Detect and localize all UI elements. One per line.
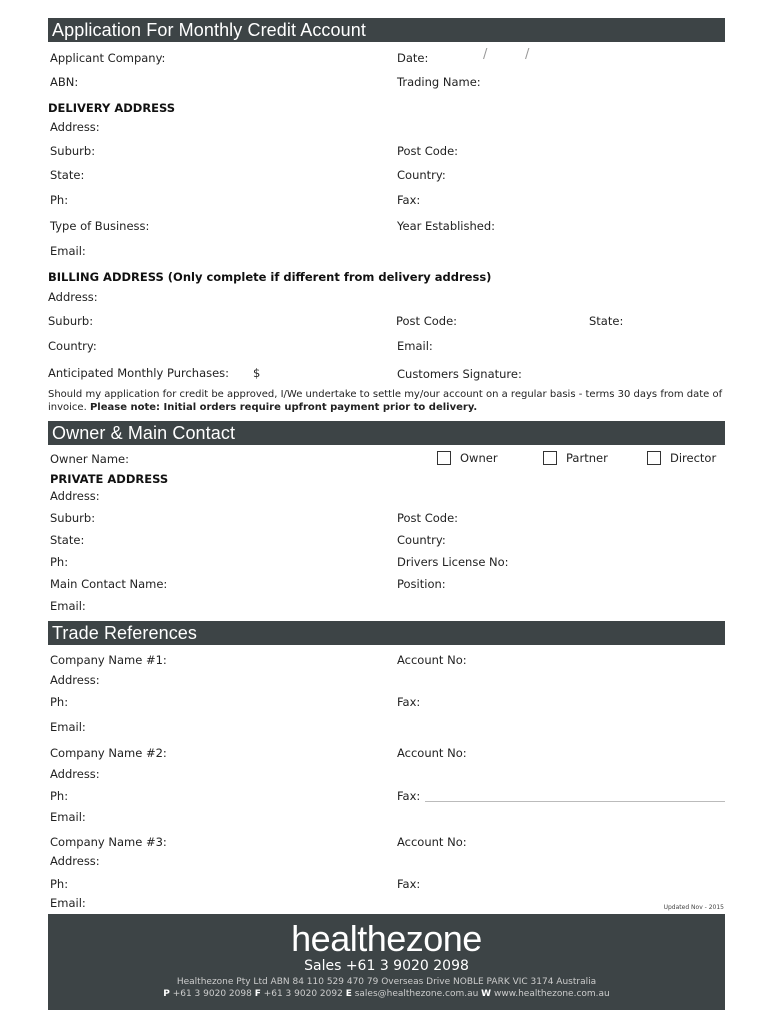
delivery-postcode-label: Post Code: [397, 144, 459, 158]
abn-label: ABN: [50, 75, 79, 89]
ref3-company-label: Company Name #3: [50, 835, 167, 849]
section-header-owner: Owner & Main Contact [48, 421, 725, 445]
phone-prefix: P [163, 989, 170, 999]
delivery-suburb-label: Suburb: [50, 144, 96, 158]
owner-name-label: Owner Name: [50, 452, 130, 466]
owner-checkbox[interactable] [437, 451, 498, 465]
delivery-ph-label: Ph: [50, 193, 69, 207]
fax-underline [425, 801, 725, 802]
footer-web: www.healthezone.com.au [491, 989, 610, 999]
private-country-label: Country: [397, 533, 446, 547]
private-suburb-label: Suburb: [50, 511, 96, 525]
ref2-company-label: Company Name #2: [50, 746, 167, 760]
fax-prefix: F [254, 989, 261, 999]
customer-signature-label: Customers Signature: [397, 367, 522, 381]
private-ph-label: Ph: [50, 555, 69, 569]
ref1-company-label: Company Name #1: [50, 653, 167, 667]
trading-name-label: Trading Name: [397, 75, 481, 89]
footer-fax: +61 3 9020 2092 [260, 989, 346, 999]
ref2-ph-label: Ph: [50, 789, 69, 803]
ref2-address-label: Address: [50, 767, 100, 781]
ref1-address-label: Address: [50, 673, 100, 687]
ref2-email-label: Email: [50, 810, 86, 824]
private-postcode-label: Post Code: [397, 511, 459, 525]
billing-country-label: Country: [48, 339, 97, 353]
partner-checkbox[interactable] [543, 451, 608, 465]
ref2-account-label: Account No: [397, 746, 467, 760]
private-address-heading: PRIVATE ADDRESS [50, 472, 169, 486]
billing-address-label: Address: [48, 290, 98, 304]
ref1-fax-label: Fax: [397, 695, 421, 709]
delivery-fax-label: Fax: [397, 193, 421, 207]
ref1-ph-label: Ph: [50, 695, 69, 709]
anticipated-purchases-label: Anticipated Monthly Purchases: [48, 366, 230, 380]
brand-logo: healthezone [291, 918, 482, 959]
email-prefix: E [345, 989, 352, 999]
delivery-country-label: Country: [397, 168, 446, 182]
contact-details [48, 989, 725, 999]
billing-state-label: State: [589, 314, 624, 328]
delivery-address-label: Address: [50, 120, 100, 134]
billing-suburb-label: Suburb: [48, 314, 94, 328]
applicant-company-label: Applicant Company: [50, 51, 166, 65]
year-established-label: Year Established: [397, 219, 496, 233]
company-details: Healthezone Pty Ltd ABN 84 110 529 470 79 Overseas Drive NOBLE PARK VIC 3174 Australia [176, 977, 597, 987]
owner-option-label: Owner [460, 451, 498, 465]
checkbox-box[interactable] [647, 451, 661, 465]
checkbox-box[interactable] [543, 451, 557, 465]
footer-phone: +61 3 9020 2098 [169, 989, 255, 999]
director-option-label: Director [670, 451, 717, 465]
ref3-ph-label: Ph: [50, 877, 69, 891]
section-header-application: Application For Monthly Credit Account [48, 18, 725, 42]
type-of-business-label: Type of Business: [50, 219, 150, 233]
ref3-fax-label: Fax: [397, 877, 421, 891]
drivers-license-label: Drivers License No: [397, 555, 509, 569]
checkbox-box[interactable] [437, 451, 451, 465]
director-checkbox[interactable] [647, 451, 716, 465]
delivery-state-label: State: [50, 168, 85, 182]
date-label: Date: [397, 51, 429, 65]
currency-symbol: $ [253, 366, 261, 380]
ref1-email-label: Email: [50, 720, 86, 734]
position-label: Position: [397, 577, 446, 591]
footer [48, 914, 725, 1010]
delivery-address-heading: DELIVERY ADDRESS [48, 101, 176, 115]
date-separator: / [525, 47, 530, 62]
billing-postcode-label: Post Code: [396, 314, 458, 328]
date-separator: / [483, 47, 488, 62]
ref3-email-label: Email: [50, 896, 86, 910]
billing-address-heading: BILLING ADDRESS (Only complete if different from delivery address) [48, 270, 492, 284]
ref2-fax-label: Fax: [397, 789, 421, 803]
ref3-account-label: Account No: [397, 835, 467, 849]
updated-note: Updated Nov - 2015 [663, 904, 724, 911]
delivery-email-label: Email: [50, 244, 86, 258]
section-header-trade: Trade References [48, 621, 725, 645]
footer-email: sales@healthezone.com.au [351, 989, 482, 999]
owner-email-label: Email: [50, 599, 86, 613]
main-contact-label: Main Contact Name: [50, 577, 168, 591]
sales-phone: Sales +61 3 9020 2098 [304, 958, 469, 974]
terms-paragraph [48, 388, 728, 414]
ref3-address-label: Address: [50, 854, 100, 868]
partner-option-label: Partner [566, 451, 608, 465]
terms-text: Should my application for credit be approved, I/We undertake to settle my/our account on a regular basis - terms 30 days from date of invoice. [48, 389, 723, 413]
private-address-label: Address: [50, 489, 100, 503]
billing-email-label: Email: [397, 339, 433, 353]
ref1-account-label: Account No: [397, 653, 467, 667]
private-state-label: State: [50, 533, 85, 547]
terms-note: Please note: Initial orders require upfront payment prior to delivery. [89, 402, 478, 413]
web-prefix: W [481, 989, 492, 999]
